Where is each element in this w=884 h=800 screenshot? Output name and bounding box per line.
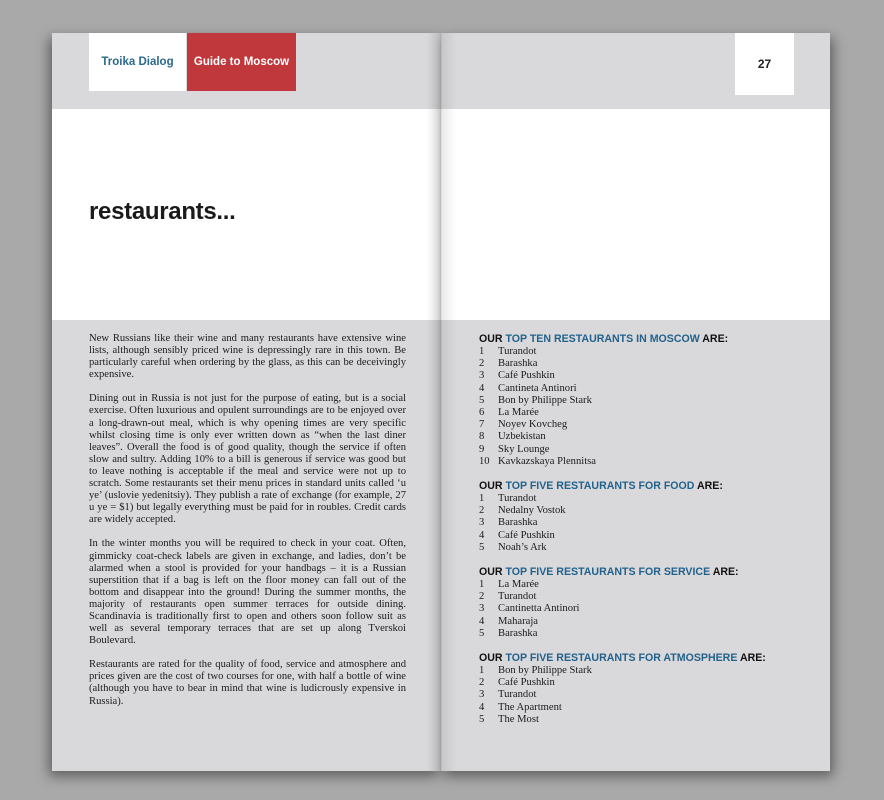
ranking-list: [479, 652, 809, 726]
rank-number: 1: [479, 493, 485, 505]
paragraph: Restaurants are rated for the quality of food, service and atmosphere and prices given are the cost of two courses for one, with half a bottle of wine (although you have to bear in mind that wine is ludicrously expensive in Russia).: [89, 659, 406, 707]
list-item: [479, 419, 809, 431]
section-label: Guide to Moscow: [193, 56, 290, 68]
heading-prefix: OUR: [479, 566, 506, 579]
list-item: [479, 517, 809, 529]
rank-number: 2: [479, 677, 485, 689]
restaurant-name: The Apartment: [498, 701, 562, 713]
heading-prefix: OUR: [479, 652, 506, 665]
paragraph: In the winter months you will be required to check in your coat. Often, gimmicky coat-check labels are given in exchange, and ladies, don’t be alarmed when a stool is provided for your handbags – it is a Russian superstition that if a bag is left on the floor money can fall out of the bottom and disappear into the ground! During the summer months, the majority of restaurants open summer terraces for outside dining. Scandinavia is traditionally first to open and others soon follow suit as well as several temporary terraces that are set up along Tverskoi Boulevard.: [89, 538, 406, 647]
page-heading: restaurants...: [89, 198, 236, 225]
restaurant-name: Kavkazskaya Plennitsa: [498, 455, 596, 467]
rank-number: 1: [479, 579, 485, 591]
ranking-list-heading: [479, 480, 809, 493]
list-item: [479, 677, 809, 689]
left-page: [52, 33, 441, 771]
rank-number: 5: [479, 627, 485, 639]
list-item: [479, 689, 809, 701]
list-item: [479, 395, 809, 407]
list-item: [479, 431, 809, 443]
ranking-list: [479, 333, 809, 468]
list-item: [479, 591, 809, 603]
section-tab: [187, 33, 296, 91]
rank-number: 5: [479, 394, 485, 406]
list-item: [479, 628, 809, 640]
paragraph: Dining out in Russia is not just for the purpose of eating, but is a social exercise. Often luxurious and opulent surroundings are to be enjoyed over a long-drawn-out meal, which is why opening times are very specific whilst closing time is only ever written down as “when the last diner leaves”. Overall the food is of good quality, though the service if often slow and sultry. Adding 10% to a bill is generous if service was good but to leave nothing is acceptable if the meal and service were not up to scratch. Some restaurants set their menu prices in standard units called ‘u ye’ (uslovie yedenitsiy). They publish a rate of exchange (for example, 27 u ye = $1) but legally everything must be paid for in roubles. Credit cards are widely accepted.: [89, 393, 406, 526]
rank-number: 3: [479, 517, 485, 529]
list-item: [479, 505, 809, 517]
list-item: [479, 714, 809, 726]
restaurant-name: Uzbekistan: [498, 431, 546, 443]
list-item: [479, 493, 809, 505]
ranking-list-heading: [479, 652, 809, 665]
ranking-list: [479, 480, 809, 554]
rank-number: 3: [479, 689, 485, 701]
rank-number: 4: [479, 529, 485, 541]
restaurant-name: Cantinetta Antinori: [498, 603, 580, 615]
rank-number: 3: [479, 603, 485, 615]
restaurant-name: Sky Lounge: [498, 443, 550, 455]
rank-number: 7: [479, 419, 485, 431]
restaurant-name: Turandot: [498, 493, 537, 505]
rank-number: 8: [479, 431, 485, 443]
heading-suffix: ARE:: [699, 333, 729, 345]
restaurant-name: Noyev Kovcheg: [498, 419, 568, 431]
heading-accent: TOP FIVE RESTAURANTS FOR FOOD: [505, 480, 695, 493]
rank-number: 5: [479, 713, 485, 725]
restaurant-name: Barashka: [498, 517, 538, 529]
list-item: [479, 358, 809, 370]
brand-label: Troika Dialog: [101, 56, 174, 68]
article-body: [89, 333, 406, 720]
open-booklet: [52, 33, 830, 771]
rank-number: 2: [479, 358, 485, 370]
restaurant-name: Noah’s Ark: [498, 541, 547, 553]
rank-number: 2: [479, 505, 485, 517]
list-item: [479, 530, 809, 542]
list-item: [479, 603, 809, 615]
heading-accent: TOP TEN RESTAURANTS IN MOSCOW: [505, 333, 700, 345]
restaurant-name: Maharaja: [498, 615, 538, 627]
rank-number: 4: [479, 701, 485, 713]
restaurant-name: Turandot: [498, 689, 537, 701]
list-item: [479, 665, 809, 677]
list-item: [479, 407, 809, 419]
list-item: [479, 444, 809, 456]
restaurant-name: Nedalny Vostok: [498, 505, 566, 517]
list-item: [479, 579, 809, 591]
restaurant-name: The Most: [498, 713, 539, 725]
ranking-list-heading: [479, 333, 809, 346]
page-number: 27: [757, 57, 772, 71]
restaurant-name: Bon by Philippe Stark: [498, 665, 592, 677]
list-item: [479, 616, 809, 628]
list-item: [479, 702, 809, 714]
rank-number: 9: [479, 443, 485, 455]
restaurant-name: Cantineta Antinori: [498, 382, 577, 394]
heading-accent: TOP FIVE RESTAURANTS FOR ATMOSPHERE: [505, 652, 738, 665]
heading-suffix: ARE:: [710, 566, 739, 579]
heading-suffix: ARE:: [737, 652, 766, 665]
rank-number: 6: [479, 407, 485, 419]
rank-number: 1: [479, 665, 485, 677]
restaurant-name: Turandot: [498, 591, 537, 603]
restaurant-name: La Marée: [498, 407, 539, 419]
restaurant-name: Turandot: [498, 346, 537, 357]
brand-tab: [89, 33, 186, 91]
list-item: [479, 542, 809, 554]
rank-number: 4: [479, 382, 485, 394]
heading-accent: TOP FIVE RESTAURANTS FOR SERVICE: [505, 566, 711, 579]
ranking-list-heading: [479, 566, 809, 579]
rank-number: 10: [479, 455, 490, 467]
restaurant-name: La Marée: [498, 579, 539, 591]
restaurant-name: Café Pushkin: [498, 529, 555, 541]
restaurant-name: Bon by Philippe Stark: [498, 394, 592, 406]
list-item: [479, 456, 809, 468]
restaurant-lists: [479, 333, 809, 738]
restaurant-name: Barashka: [498, 358, 538, 370]
right-page: [441, 33, 830, 771]
rank-number: 2: [479, 591, 485, 603]
rank-number: 5: [479, 541, 485, 553]
restaurant-name: Café Pushkin: [498, 370, 555, 382]
rank-number: 1: [479, 346, 485, 357]
list-item: [479, 383, 809, 395]
restaurant-name: Café Pushkin: [498, 677, 555, 689]
rank-number: 4: [479, 615, 485, 627]
page-number-box: [735, 33, 794, 95]
rank-number: 3: [479, 370, 485, 382]
list-item: [479, 346, 809, 358]
heading-suffix: ARE:: [694, 480, 723, 493]
restaurant-name: Barashka: [498, 627, 538, 639]
paragraph: New Russians like their wine and many restaurants have extensive wine lists, although sensibly priced wine is depressingly rare in this town. Be particularly careful when ordering by the glass, as this can be deceivingly expensive.: [89, 333, 406, 381]
ranking-list: [479, 566, 809, 640]
heading-prefix: OUR: [479, 480, 506, 493]
list-item: [479, 370, 809, 382]
heading-prefix: OUR: [479, 333, 506, 345]
